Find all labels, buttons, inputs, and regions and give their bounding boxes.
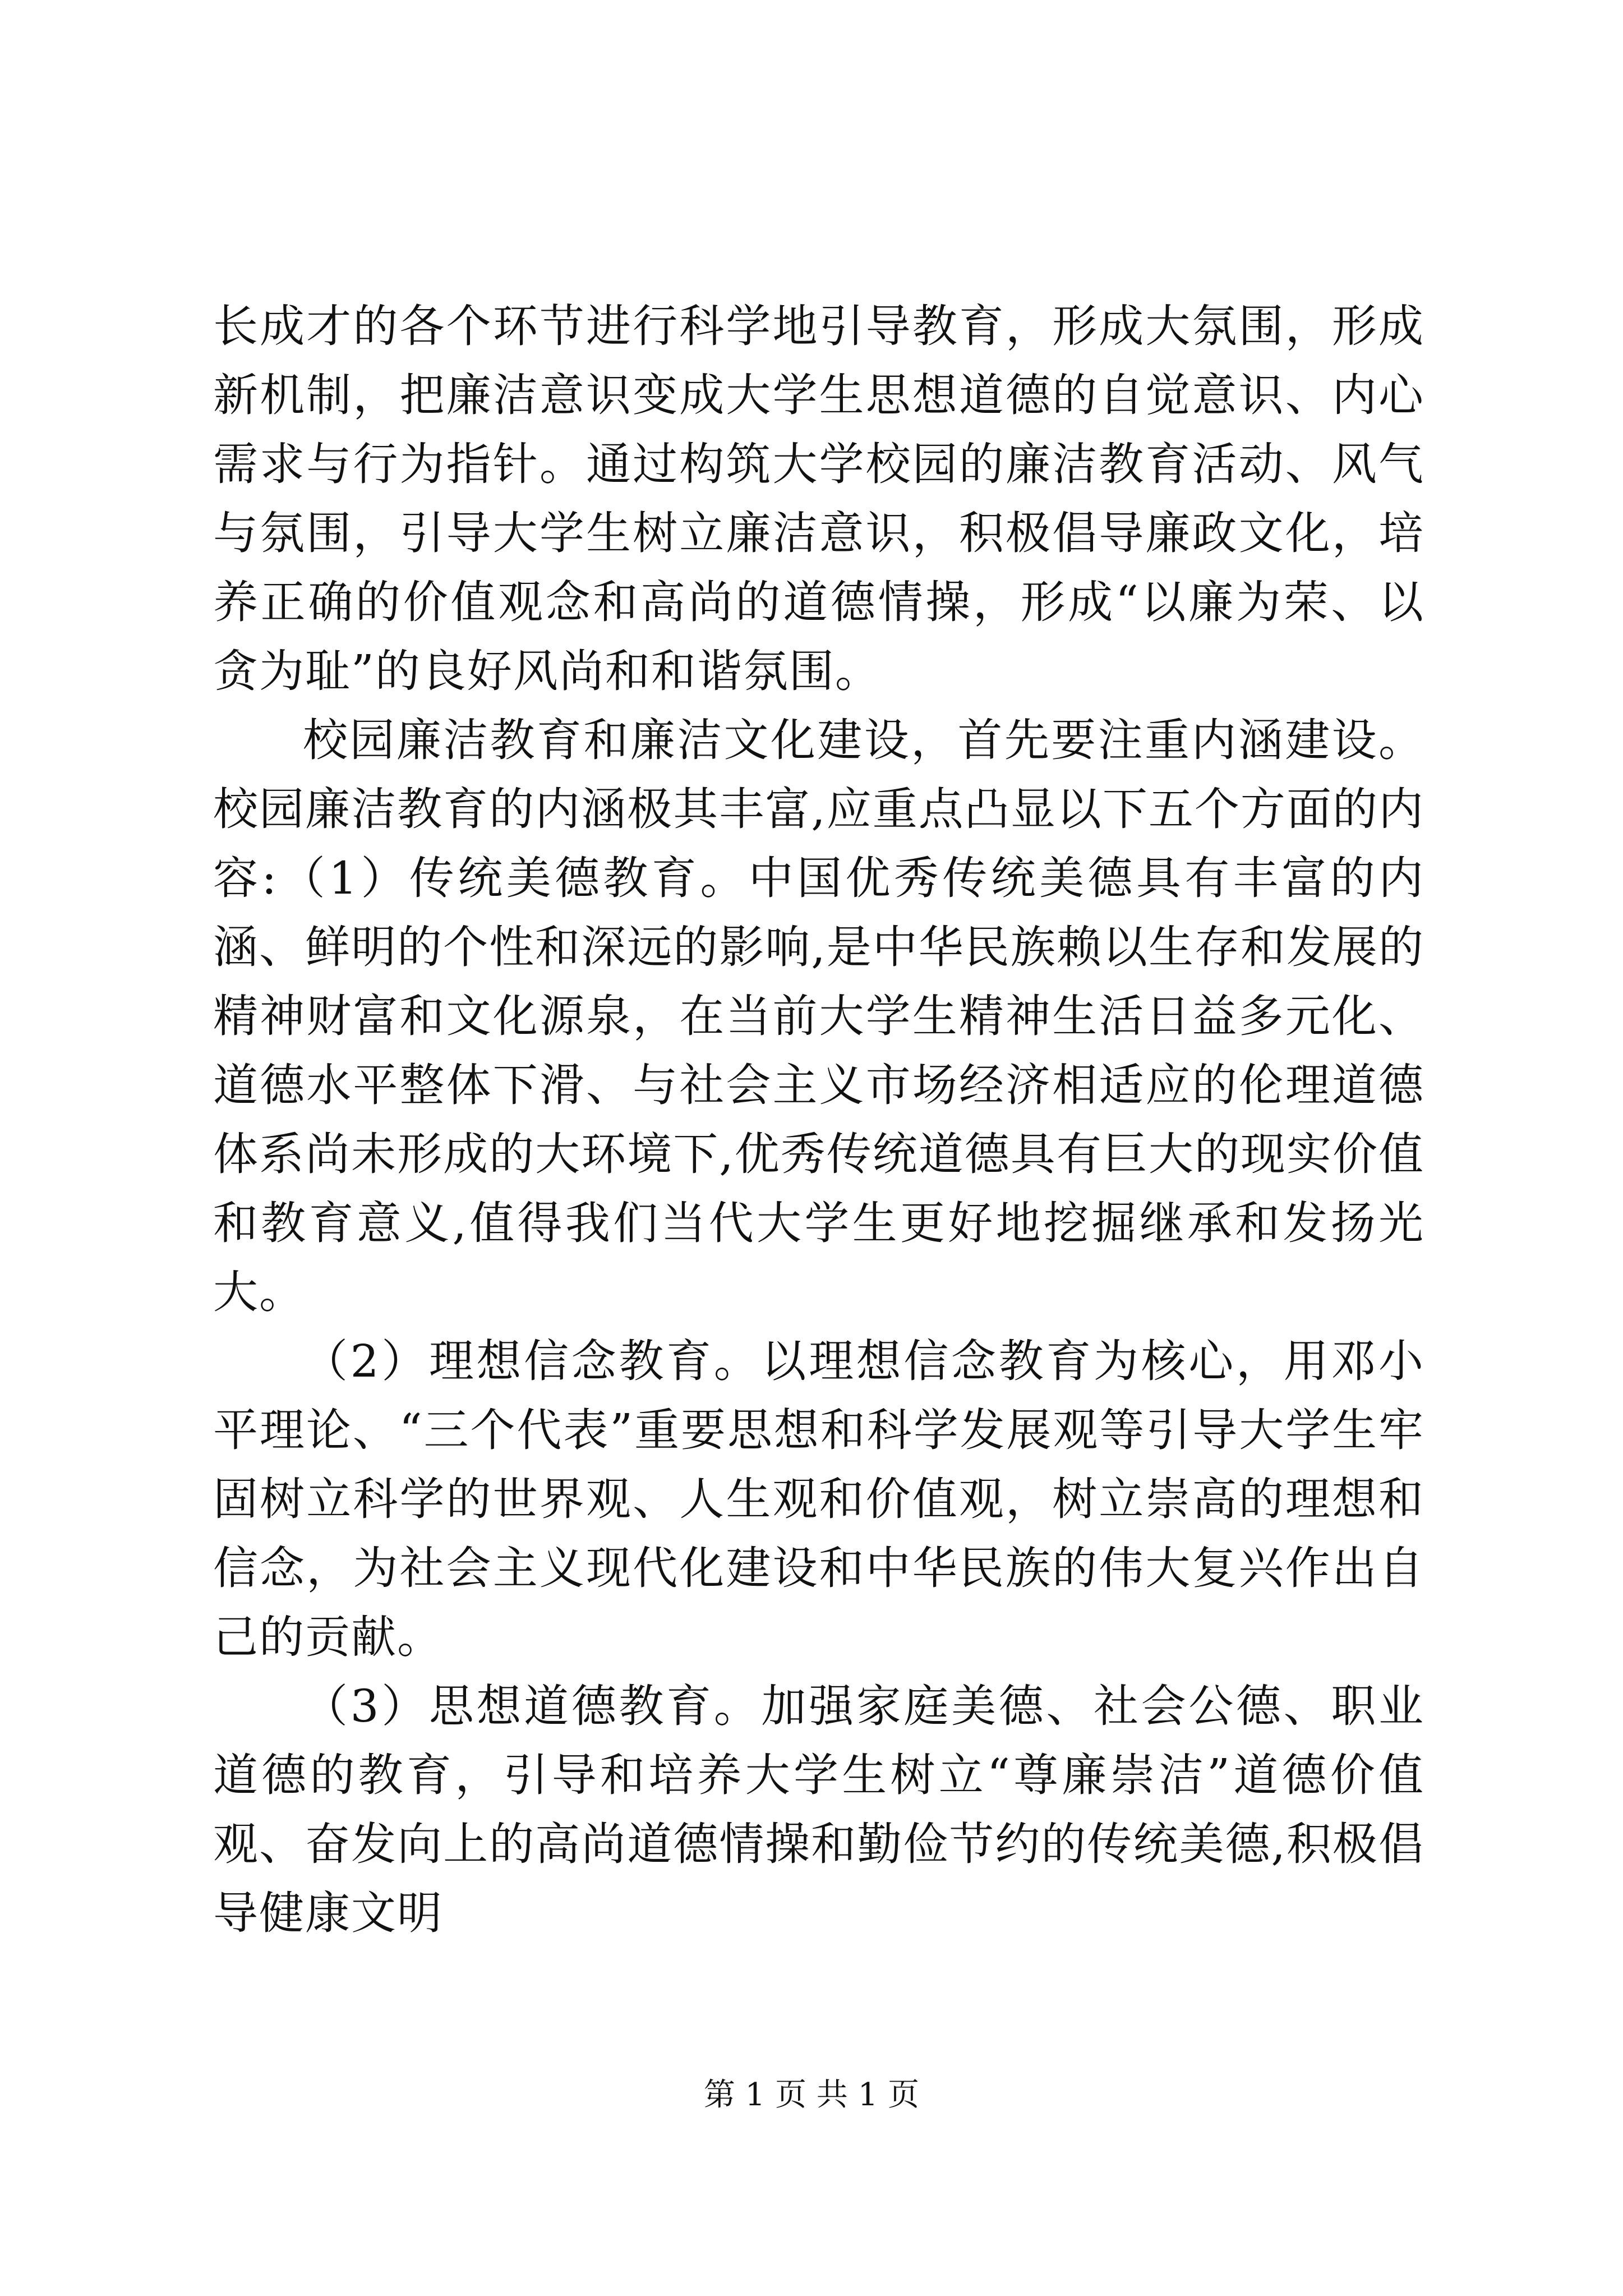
paragraph-4: （3）思想道德教育。加强家庭美德、社会公德、职业道德的教育，引导和培养大学生树立“尊廉崇洁”道德价值观、奋发向上的高尚道德情操和勤俭节约的传统美德,积极倡导健康文明 (213, 1680, 1424, 1939)
document-body (213, 292, 1424, 1948)
paragraph-2: 校园廉洁教育和廉洁文化建设，首先要注重内涵建设。校园廉洁教育的内涵极其丰富,应重点凸显以下五个方面的内容:（1）传统美德教育。中国优秀传统美德具有丰富的内涵、鲜明的个性和深远的影响,是中华民族赖以生存和发展的精神财富和文化源泉，在当前大学生精神生活日益多元化、道德水平整体下滑、与社会主义市场经济相适应的伦理道德体系尚未形成的大环境下,优秀传统道德具有巨大的现实价值和教育意义,值得我们当代大学生更好地挖掘继承和发扬光大。 (213, 714, 1424, 1318)
page-footer: 第 1 页 共 1 页 (703, 2077, 920, 2113)
paragraph-3: （2）理想信念教育。以理想信念教育为核心，用邓小平理论、“三个代表”重要思想和科学发展观等引导大学生牢固树立科学的世界观、人生观和价值观，树立崇高的理想和信念，为社会主义现代化建设和中华民族的伟大复兴作出自己的贡献。 (213, 1335, 1424, 1663)
paragraph-1: 长成才的各个环节进行科学地引导教育，形成大氛围，形成新机制，把廉洁意识变成大学生思想道德的自觉意识、内心需求与行为指针。通过构筑大学校园的廉洁教育活动、风气与氛围，引导大学生树立廉洁意识，积极倡导廉政文化，培养正确的价值观念和高尚的道德情操，形成“以廉为荣、以贪为耻”的良好风尚和和谐氛围。 (213, 300, 1424, 697)
